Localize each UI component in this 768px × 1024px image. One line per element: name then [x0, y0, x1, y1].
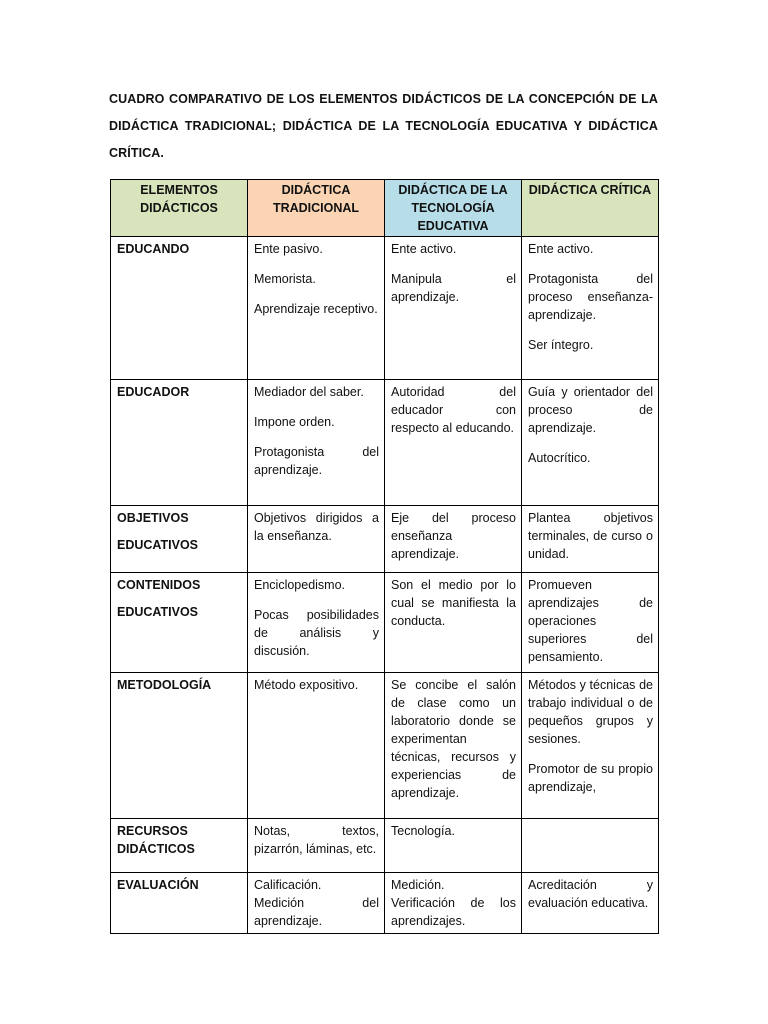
- cell-text: Calificación.: [254, 878, 322, 892]
- header-critica: DIDÁCTICA CRÍTICA: [522, 180, 659, 237]
- table-cell-tecnologia: [385, 673, 522, 819]
- cell-text: Notas, textos, pizarrón, láminas, etc.: [254, 824, 379, 856]
- table-cell-label: [111, 506, 248, 573]
- cell-text: Autoridad del educador con respecto al educando.: [391, 385, 516, 435]
- cell-text: Métodos y técnicas de trabajo individual o de pequeños grupos y sesiones.: [528, 678, 653, 746]
- cell-text: Guía y orientador del proceso de aprendizaje.: [528, 385, 653, 435]
- cell-text: Tecnología.: [391, 824, 455, 838]
- cell-text: Pocas posibilidades de análisis y discusión.: [254, 608, 379, 658]
- cell-text: Plantea objetivos terminales, de curso o unidad.: [528, 511, 653, 561]
- table-cell-tecnologia: [385, 819, 522, 873]
- comparison-table: [110, 179, 659, 934]
- row-label-text: RECURSOS DIDÁCTICOS: [117, 824, 195, 856]
- cell-text: Promueven aprendizajes de operaciones superiores del pensamiento.: [528, 578, 653, 664]
- cell-text: Son el medio por lo cual se manifiesta la conducta.: [391, 578, 516, 628]
- cell-text: Ente activo.: [528, 242, 594, 256]
- header-elementos: ELEMENTOS DIDÁCTICOS: [111, 180, 248, 237]
- cell-text: Verificación de los aprendizajes.: [391, 896, 516, 928]
- cell-text: Medición del aprendizaje.: [254, 896, 379, 928]
- cell-text: Promotor de su propio aprendizaje,: [528, 762, 653, 794]
- cell-text: Acreditación y evaluación educativa.: [528, 878, 653, 910]
- cell-text: Memorista.: [254, 272, 316, 286]
- table-cell-critica: [522, 673, 659, 819]
- table-cell-tradicional: [248, 873, 385, 934]
- table-cell-tradicional: [248, 573, 385, 673]
- table-row: [111, 673, 659, 819]
- table-cell-tecnologia: [385, 573, 522, 673]
- row-label-text: EDUCANDO: [117, 242, 190, 256]
- table-row: [111, 380, 659, 506]
- table-cell-critica: [522, 380, 659, 506]
- row-label-text: OBJETIVOS: [117, 511, 189, 525]
- cell-text: Se concibe el salón de clase como un laboratorio donde se experimentan técnicas, recursos y experiencias de aprendizaje.: [391, 678, 516, 800]
- cell-text: Aprendizaje receptivo.: [254, 302, 378, 316]
- table-cell-critica: [522, 873, 659, 934]
- table-cell-tecnologia: [385, 380, 522, 506]
- cell-text: Enciclopedismo.: [254, 578, 346, 592]
- table-cell-tecnologia: [385, 506, 522, 573]
- table-cell-tradicional: [248, 819, 385, 873]
- table-cell-tradicional: [248, 380, 385, 506]
- row-label-text: EVALUACIÓN: [117, 878, 199, 892]
- cell-text: Objetivos dirigidos a la enseñanza.: [254, 511, 379, 543]
- table-cell-label: [111, 873, 248, 934]
- cell-text: Mediador del saber.: [254, 385, 364, 399]
- cell-text: Ente activo.: [391, 242, 457, 256]
- cell-text: Autocrítico.: [528, 451, 591, 465]
- cell-text: Impone orden.: [254, 415, 335, 429]
- cell-text: Método expositivo.: [254, 678, 359, 692]
- table-cell-label: [111, 237, 248, 380]
- cell-text: Manipula el aprendizaje.: [391, 272, 516, 304]
- row-label-text: EDUCATIVOS: [117, 538, 199, 552]
- header-tradicional: DIDÁCTICA TRADICIONAL: [248, 180, 385, 237]
- cell-text: Ente pasivo.: [254, 242, 323, 256]
- table-cell-tradicional: [248, 673, 385, 819]
- table-cell-label: [111, 380, 248, 506]
- row-label-text: EDUCADOR: [117, 385, 190, 399]
- table-row: [111, 237, 659, 380]
- cell-text: Protagonista del aprendizaje.: [254, 445, 379, 477]
- table-cell-label: [111, 573, 248, 673]
- cell-text: Protagonista del proceso enseñanza-aprendizaje.: [528, 272, 653, 322]
- table-row: [111, 506, 659, 573]
- table-row: [111, 873, 659, 934]
- table-row: [111, 573, 659, 673]
- document-title: CUADRO COMPARATIVO DE LOS ELEMENTOS DIDÁCTICOS DE LA CONCEPCIÓN DE LA DIDÁCTICA TRADICIONAL; DIDÁCTICA DE LA TECNOLOGÍA EDUCATIVA Y DIDÁCTICA CRÍTICA.: [109, 92, 658, 160]
- cell-text: Medición.: [391, 878, 445, 892]
- table-cell-tecnologia: [385, 237, 522, 380]
- cell-text: Ser íntegro.: [528, 338, 594, 352]
- row-label-text: EDUCATIVOS: [117, 605, 199, 619]
- table-cell-tradicional: [248, 237, 385, 380]
- table-cell-label: [111, 673, 248, 819]
- header-tecnologia: DIDÁCTICA DE LA TECNOLOGÍA EDUCATIVA: [385, 180, 522, 237]
- row-label-text: METODOLOGÍA: [117, 678, 212, 692]
- table-cell-critica: [522, 573, 659, 673]
- table-cell-tecnologia: [385, 873, 522, 934]
- row-label-text: CONTENIDOS: [117, 578, 201, 592]
- table-row: [111, 819, 659, 873]
- table-cell-tradicional: [248, 506, 385, 573]
- table-cell-critica: [522, 819, 659, 873]
- table-cell-critica: [522, 506, 659, 573]
- table-cell-critica: [522, 237, 659, 380]
- table-body: [111, 237, 659, 934]
- cell-text: Eje del proceso enseñanza aprendizaje.: [391, 511, 516, 561]
- table-cell-label: [111, 819, 248, 873]
- table-header-row: [111, 180, 659, 237]
